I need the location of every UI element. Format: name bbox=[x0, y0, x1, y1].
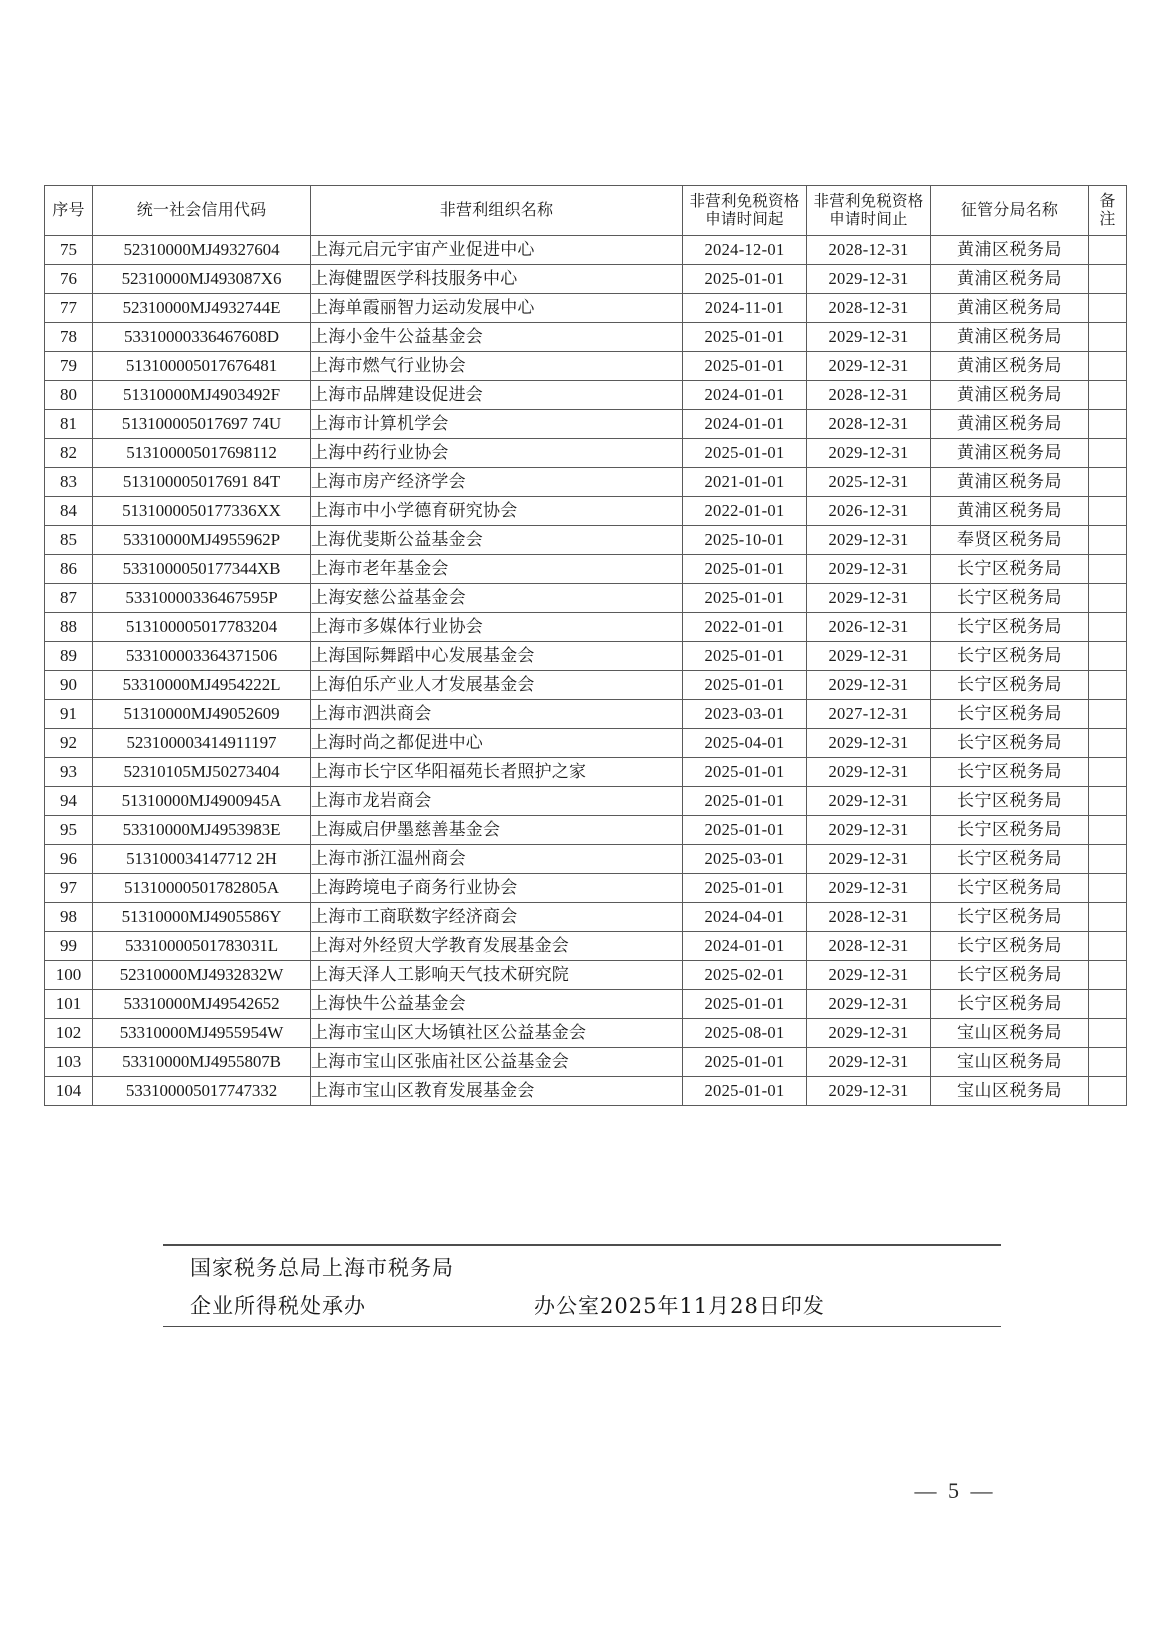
cell-org-name: 上海优斐斯公益基金会 bbox=[311, 525, 683, 554]
cell-date-from: 2025-01-01 bbox=[683, 1047, 807, 1076]
cell-seq: 78 bbox=[45, 322, 93, 351]
cell-org-name: 上海小金牛公益基金会 bbox=[311, 322, 683, 351]
cell-date-to: 2028-12-31 bbox=[807, 380, 931, 409]
cell-credit-code: 51310000MJ4903492F bbox=[93, 380, 311, 409]
cell-org-name: 上海单霞丽智力运动发展中心 bbox=[311, 293, 683, 322]
cell-bureau: 长宁区税务局 bbox=[931, 699, 1089, 728]
cell-date-from: 2024-01-01 bbox=[683, 409, 807, 438]
cell-seq: 97 bbox=[45, 873, 93, 902]
cell-credit-code: 52310000MJ4932744E bbox=[93, 293, 311, 322]
cell-credit-code: 53310000336467595P bbox=[93, 583, 311, 612]
cell-date-from: 2025-01-01 bbox=[683, 641, 807, 670]
table-row bbox=[45, 931, 1127, 960]
cell-seq: 93 bbox=[45, 757, 93, 786]
nonprofit-tax-exemption-table bbox=[44, 185, 1127, 1106]
cell-remarks bbox=[1089, 815, 1127, 844]
cell-bureau: 长宁区税务局 bbox=[931, 612, 1089, 641]
cell-org-name: 上海伯乐产业人才发展基金会 bbox=[311, 670, 683, 699]
cell-org-name: 上海市计算机学会 bbox=[311, 409, 683, 438]
cell-remarks bbox=[1089, 1047, 1127, 1076]
table-header-row bbox=[45, 186, 1127, 236]
table-row bbox=[45, 612, 1127, 641]
cell-date-to: 2029-12-31 bbox=[807, 1076, 931, 1105]
table-row bbox=[45, 351, 1127, 380]
cell-date-to: 2028-12-31 bbox=[807, 409, 931, 438]
cell-remarks bbox=[1089, 525, 1127, 554]
cell-remarks bbox=[1089, 351, 1127, 380]
cell-credit-code: 51310000MJ49052609 bbox=[93, 699, 311, 728]
cell-credit-code: 53310000MJ4955807B bbox=[93, 1047, 311, 1076]
cell-org-name: 上海对外经贸大学教育发展基金会 bbox=[311, 931, 683, 960]
cell-remarks bbox=[1089, 670, 1127, 699]
cell-date-from: 2024-12-01 bbox=[683, 235, 807, 264]
cell-date-to: 2028-12-31 bbox=[807, 931, 931, 960]
cell-date-to: 2029-12-31 bbox=[807, 1047, 931, 1076]
cell-bureau: 宝山区税务局 bbox=[931, 1047, 1089, 1076]
cell-credit-code: 52310000MJ49327604 bbox=[93, 235, 311, 264]
cell-date-to: 2028-12-31 bbox=[807, 293, 931, 322]
cell-org-name: 上海市多媒体行业协会 bbox=[311, 612, 683, 641]
cell-date-to: 2029-12-31 bbox=[807, 786, 931, 815]
cell-seq: 104 bbox=[45, 1076, 93, 1105]
cell-bureau: 黄浦区税务局 bbox=[931, 235, 1089, 264]
cell-date-to: 2029-12-31 bbox=[807, 989, 931, 1018]
cell-bureau: 黄浦区税务局 bbox=[931, 293, 1089, 322]
cell-credit-code: 513100005017697 74U bbox=[93, 409, 311, 438]
cell-date-from: 2025-01-01 bbox=[683, 264, 807, 293]
footer-department: 企业所得税处承办 bbox=[190, 1294, 366, 1318]
table-row bbox=[45, 264, 1127, 293]
cell-bureau: 黄浦区税务局 bbox=[931, 322, 1089, 351]
table-row bbox=[45, 1047, 1127, 1076]
cell-org-name: 上海快牛公益基金会 bbox=[311, 989, 683, 1018]
cell-date-from: 2025-01-01 bbox=[683, 786, 807, 815]
cell-bureau: 黄浦区税务局 bbox=[931, 496, 1089, 525]
cell-remarks bbox=[1089, 380, 1127, 409]
cell-seq: 84 bbox=[45, 496, 93, 525]
cell-credit-code: 513100005017783204 bbox=[93, 612, 311, 641]
table-row bbox=[45, 467, 1127, 496]
cell-org-name: 上海市泗洪商会 bbox=[311, 699, 683, 728]
cell-credit-code: 51310000MJ4905586Y bbox=[93, 902, 311, 931]
cell-date-from: 2021-01-01 bbox=[683, 467, 807, 496]
table-row bbox=[45, 1076, 1127, 1105]
table-row bbox=[45, 554, 1127, 583]
table-body bbox=[45, 235, 1127, 1105]
cell-org-name: 上海跨境电子商务行业协会 bbox=[311, 873, 683, 902]
cell-org-name: 上海时尚之都促进中心 bbox=[311, 728, 683, 757]
cell-date-from: 2025-01-01 bbox=[683, 815, 807, 844]
cell-seq: 80 bbox=[45, 380, 93, 409]
cell-credit-code: 533100005017747332 bbox=[93, 1076, 311, 1105]
table-row bbox=[45, 728, 1127, 757]
cell-org-name: 上海市房产经济学会 bbox=[311, 467, 683, 496]
cell-remarks bbox=[1089, 235, 1127, 264]
table-row bbox=[45, 757, 1127, 786]
cell-remarks bbox=[1089, 1018, 1127, 1047]
cell-seq: 96 bbox=[45, 844, 93, 873]
cell-credit-code: 523100003414911197 bbox=[93, 728, 311, 757]
cell-date-from: 2025-01-01 bbox=[683, 322, 807, 351]
cell-date-from: 2025-01-01 bbox=[683, 351, 807, 380]
cell-seq: 87 bbox=[45, 583, 93, 612]
table-row bbox=[45, 989, 1127, 1018]
cell-date-to: 2029-12-31 bbox=[807, 641, 931, 670]
cell-date-from: 2025-10-01 bbox=[683, 525, 807, 554]
cell-org-name: 上海健盟医学科技服务中心 bbox=[311, 264, 683, 293]
cell-seq: 95 bbox=[45, 815, 93, 844]
column-header-remarks: 备注 bbox=[1089, 186, 1127, 236]
cell-org-name: 上海市长宁区华阳福苑长者照护之家 bbox=[311, 757, 683, 786]
cell-org-name: 上海安慈公益基金会 bbox=[311, 583, 683, 612]
cell-seq: 86 bbox=[45, 554, 93, 583]
cell-bureau: 宝山区税务局 bbox=[931, 1076, 1089, 1105]
cell-bureau: 长宁区税务局 bbox=[931, 728, 1089, 757]
cell-date-to: 2029-12-31 bbox=[807, 1018, 931, 1047]
cell-date-from: 2025-01-01 bbox=[683, 438, 807, 467]
cell-date-from: 2024-01-01 bbox=[683, 380, 807, 409]
cell-bureau: 黄浦区税务局 bbox=[931, 438, 1089, 467]
cell-org-name: 上海天泽人工影响天气技术研究院 bbox=[311, 960, 683, 989]
cell-date-from: 2025-01-01 bbox=[683, 583, 807, 612]
cell-date-from: 2025-02-01 bbox=[683, 960, 807, 989]
table-row bbox=[45, 583, 1127, 612]
nonprofit-tax-exemption-table-wrapper bbox=[44, 185, 1126, 1106]
column-header-date-from: 非营利免税资格申请时间起 bbox=[683, 186, 807, 236]
cell-seq: 91 bbox=[45, 699, 93, 728]
table-row bbox=[45, 409, 1127, 438]
cell-date-to: 2029-12-31 bbox=[807, 873, 931, 902]
cell-seq: 89 bbox=[45, 641, 93, 670]
cell-org-name: 上海市宝山区大场镇社区公益基金会 bbox=[311, 1018, 683, 1047]
cell-bureau: 宝山区税务局 bbox=[931, 1018, 1089, 1047]
cell-date-from: 2025-01-01 bbox=[683, 757, 807, 786]
cell-remarks bbox=[1089, 728, 1127, 757]
cell-seq: 94 bbox=[45, 786, 93, 815]
cell-bureau: 长宁区税务局 bbox=[931, 583, 1089, 612]
column-header-credit-code: 统一社会信用代码 bbox=[93, 186, 311, 236]
cell-org-name: 上海市浙江温州商会 bbox=[311, 844, 683, 873]
cell-date-from: 2025-03-01 bbox=[683, 844, 807, 873]
cell-credit-code: 52310105MJ50273404 bbox=[93, 757, 311, 786]
cell-remarks bbox=[1089, 931, 1127, 960]
cell-date-to: 2029-12-31 bbox=[807, 670, 931, 699]
cell-seq: 77 bbox=[45, 293, 93, 322]
cell-org-name: 上海市中小学德育研究协会 bbox=[311, 496, 683, 525]
cell-remarks bbox=[1089, 583, 1127, 612]
cell-org-name: 上海市燃气行业协会 bbox=[311, 351, 683, 380]
cell-credit-code: 513100005017698112 bbox=[93, 438, 311, 467]
cell-bureau: 长宁区税务局 bbox=[931, 960, 1089, 989]
cell-date-to: 2029-12-31 bbox=[807, 322, 931, 351]
cell-bureau: 长宁区税务局 bbox=[931, 757, 1089, 786]
cell-bureau: 长宁区税务局 bbox=[931, 931, 1089, 960]
cell-remarks bbox=[1089, 757, 1127, 786]
cell-bureau: 长宁区税务局 bbox=[931, 989, 1089, 1018]
table-row bbox=[45, 670, 1127, 699]
cell-date-from: 2023-03-01 bbox=[683, 699, 807, 728]
table-row bbox=[45, 496, 1127, 525]
cell-date-from: 2022-01-01 bbox=[683, 496, 807, 525]
cell-remarks bbox=[1089, 322, 1127, 351]
cell-date-from: 2024-04-01 bbox=[683, 902, 807, 931]
cell-date-to: 2026-12-31 bbox=[807, 496, 931, 525]
cell-remarks bbox=[1089, 496, 1127, 525]
table-row bbox=[45, 699, 1127, 728]
table-row bbox=[45, 293, 1127, 322]
cell-seq: 92 bbox=[45, 728, 93, 757]
cell-bureau: 长宁区税务局 bbox=[931, 670, 1089, 699]
cell-seq: 102 bbox=[45, 1018, 93, 1047]
table-row bbox=[45, 235, 1127, 264]
cell-org-name: 上海国际舞蹈中心发展基金会 bbox=[311, 641, 683, 670]
cell-remarks bbox=[1089, 467, 1127, 496]
table-row bbox=[45, 380, 1127, 409]
table-row bbox=[45, 902, 1127, 931]
cell-date-to: 2029-12-31 bbox=[807, 815, 931, 844]
page-number-area bbox=[0, 1478, 1170, 1504]
cell-bureau: 黄浦区税务局 bbox=[931, 467, 1089, 496]
cell-remarks bbox=[1089, 438, 1127, 467]
cell-date-to: 2029-12-31 bbox=[807, 264, 931, 293]
table-row bbox=[45, 525, 1127, 554]
cell-credit-code: 52310000MJ493087X6 bbox=[93, 264, 311, 293]
table-row bbox=[45, 322, 1127, 351]
cell-bureau: 长宁区税务局 bbox=[931, 641, 1089, 670]
cell-remarks bbox=[1089, 873, 1127, 902]
cell-credit-code: 53310000MJ4955962P bbox=[93, 525, 311, 554]
cell-credit-code: 52310000MJ4932832W bbox=[93, 960, 311, 989]
table-row bbox=[45, 438, 1127, 467]
cell-org-name: 上海市老年基金会 bbox=[311, 554, 683, 583]
table-row bbox=[45, 786, 1127, 815]
cell-date-to: 2027-12-31 bbox=[807, 699, 931, 728]
cell-date-to: 2029-12-31 bbox=[807, 960, 931, 989]
cell-date-to: 2029-12-31 bbox=[807, 583, 931, 612]
cell-date-to: 2029-12-31 bbox=[807, 844, 931, 873]
cell-credit-code: 53310000MJ4955954W bbox=[93, 1018, 311, 1047]
cell-date-to: 2026-12-31 bbox=[807, 612, 931, 641]
cell-bureau: 长宁区税务局 bbox=[931, 902, 1089, 931]
cell-date-from: 2024-01-01 bbox=[683, 931, 807, 960]
cell-seq: 85 bbox=[45, 525, 93, 554]
cell-bureau: 长宁区税务局 bbox=[931, 873, 1089, 902]
cell-date-to: 2029-12-31 bbox=[807, 351, 931, 380]
cell-remarks bbox=[1089, 989, 1127, 1018]
cell-date-from: 2025-01-01 bbox=[683, 1076, 807, 1105]
cell-date-to: 2029-12-31 bbox=[807, 728, 931, 757]
cell-bureau: 长宁区税务局 bbox=[931, 786, 1089, 815]
page-number: — 5 — bbox=[914, 1478, 996, 1503]
cell-org-name: 上海元启元宇宙产业促进中心 bbox=[311, 235, 683, 264]
cell-bureau: 长宁区税务局 bbox=[931, 844, 1089, 873]
cell-seq: 90 bbox=[45, 670, 93, 699]
cell-remarks bbox=[1089, 264, 1127, 293]
column-header-org-name: 非营利组织名称 bbox=[311, 186, 683, 236]
column-header-bureau: 征管分局名称 bbox=[931, 186, 1089, 236]
cell-org-name: 上海市宝山区张庙社区公益基金会 bbox=[311, 1047, 683, 1076]
footer-print-info: 办公室2025年11月28日印发 bbox=[534, 1294, 825, 1318]
cell-org-name: 上海中药行业协会 bbox=[311, 438, 683, 467]
cell-seq: 81 bbox=[45, 409, 93, 438]
cell-seq: 99 bbox=[45, 931, 93, 960]
table-row bbox=[45, 960, 1127, 989]
table-row bbox=[45, 844, 1127, 873]
cell-bureau: 黄浦区税务局 bbox=[931, 351, 1089, 380]
cell-remarks bbox=[1089, 293, 1127, 322]
cell-credit-code: 53310000336467608D bbox=[93, 322, 311, 351]
cell-bureau: 黄浦区税务局 bbox=[931, 409, 1089, 438]
column-header-date-to: 非营利免税资格申请时间止 bbox=[807, 186, 931, 236]
cell-seq: 88 bbox=[45, 612, 93, 641]
cell-date-to: 2028-12-31 bbox=[807, 902, 931, 931]
column-header-seq: 序号 bbox=[45, 186, 93, 236]
cell-date-from: 2024-11-01 bbox=[683, 293, 807, 322]
cell-credit-code: 53310000MJ49542652 bbox=[93, 989, 311, 1018]
cell-remarks bbox=[1089, 786, 1127, 815]
cell-remarks bbox=[1089, 1076, 1127, 1105]
cell-date-from: 2022-01-01 bbox=[683, 612, 807, 641]
footer-issuer: 国家税务总局上海市税务局 bbox=[190, 1256, 454, 1280]
cell-date-from: 2025-08-01 bbox=[683, 1018, 807, 1047]
cell-remarks bbox=[1089, 844, 1127, 873]
cell-remarks bbox=[1089, 641, 1127, 670]
cell-seq: 76 bbox=[45, 264, 93, 293]
cell-credit-code: 513100034147712 2H bbox=[93, 844, 311, 873]
cell-remarks bbox=[1089, 902, 1127, 931]
cell-credit-code: 53310000501783031L bbox=[93, 931, 311, 960]
cell-seq: 79 bbox=[45, 351, 93, 380]
footer-second-line bbox=[163, 1284, 1001, 1326]
cell-seq: 75 bbox=[45, 235, 93, 264]
cell-org-name: 上海威启伊墨慈善基金会 bbox=[311, 815, 683, 844]
cell-bureau: 长宁区税务局 bbox=[931, 554, 1089, 583]
cell-credit-code: 5331000050177344XB bbox=[93, 554, 311, 583]
cell-org-name: 上海市品牌建设促进会 bbox=[311, 380, 683, 409]
cell-seq: 83 bbox=[45, 467, 93, 496]
cell-bureau: 黄浦区税务局 bbox=[931, 264, 1089, 293]
cell-date-from: 2025-01-01 bbox=[683, 670, 807, 699]
cell-bureau: 黄浦区税务局 bbox=[931, 380, 1089, 409]
table-row bbox=[45, 641, 1127, 670]
table-row bbox=[45, 1018, 1127, 1047]
cell-date-to: 2029-12-31 bbox=[807, 757, 931, 786]
table-row bbox=[45, 815, 1127, 844]
cell-seq: 98 bbox=[45, 902, 93, 931]
cell-bureau: 奉贤区税务局 bbox=[931, 525, 1089, 554]
cell-remarks bbox=[1089, 554, 1127, 583]
cell-date-from: 2025-04-01 bbox=[683, 728, 807, 757]
cell-seq: 82 bbox=[45, 438, 93, 467]
cell-remarks bbox=[1089, 612, 1127, 641]
cell-date-to: 2029-12-31 bbox=[807, 554, 931, 583]
cell-credit-code: 533100003364371506 bbox=[93, 641, 311, 670]
cell-credit-code: 53310000MJ4954222L bbox=[93, 670, 311, 699]
cell-credit-code: 53310000MJ4953983E bbox=[93, 815, 311, 844]
cell-remarks bbox=[1089, 960, 1127, 989]
cell-remarks bbox=[1089, 699, 1127, 728]
cell-credit-code: 513100005017691 84T bbox=[93, 467, 311, 496]
cell-credit-code: 513100005017676481 bbox=[93, 351, 311, 380]
cell-date-from: 2025-01-01 bbox=[683, 873, 807, 902]
cell-remarks bbox=[1089, 409, 1127, 438]
cell-credit-code: 5131000050177336XX bbox=[93, 496, 311, 525]
cell-org-name: 上海市工商联数字经济商会 bbox=[311, 902, 683, 931]
footer-rule-bottom bbox=[163, 1326, 1001, 1327]
table-row bbox=[45, 873, 1127, 902]
cell-date-to: 2029-12-31 bbox=[807, 525, 931, 554]
cell-date-to: 2028-12-31 bbox=[807, 235, 931, 264]
cell-credit-code: 51310000MJ4900945A bbox=[93, 786, 311, 815]
cell-org-name: 上海市龙岩商会 bbox=[311, 786, 683, 815]
cell-date-from: 2025-01-01 bbox=[683, 554, 807, 583]
cell-seq: 101 bbox=[45, 989, 93, 1018]
table-header bbox=[45, 186, 1127, 236]
cell-date-to: 2025-12-31 bbox=[807, 467, 931, 496]
cell-seq: 100 bbox=[45, 960, 93, 989]
cell-seq: 103 bbox=[45, 1047, 93, 1076]
cell-date-to: 2029-12-31 bbox=[807, 438, 931, 467]
cell-org-name: 上海市宝山区教育发展基金会 bbox=[311, 1076, 683, 1105]
cell-credit-code: 51310000501782805A bbox=[93, 873, 311, 902]
cell-bureau: 长宁区税务局 bbox=[931, 815, 1089, 844]
cell-date-from: 2025-01-01 bbox=[683, 989, 807, 1018]
document-footer bbox=[163, 1244, 1001, 1327]
